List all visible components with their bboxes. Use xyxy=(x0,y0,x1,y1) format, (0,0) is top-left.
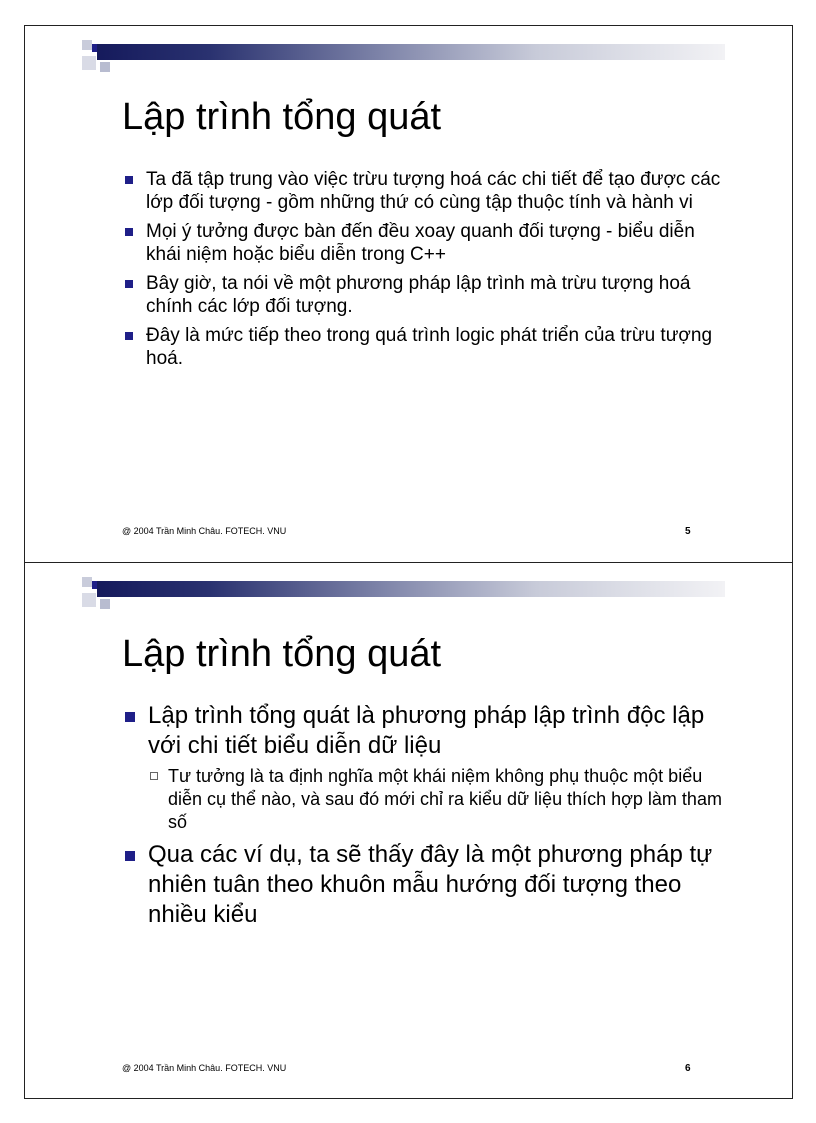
list-item: Đây là mức tiếp theo trong quá trình logic phát triển của trừu tượng hoá. xyxy=(122,324,722,370)
list-item: Bây giờ, ta nói về một phương pháp lập trình mà trừu tượng hoá chính các lớp đối tượng. xyxy=(122,272,722,318)
square-bullet-icon xyxy=(125,332,133,340)
square-bullet-icon xyxy=(125,851,135,861)
slide-title: Lập trình tổng quát xyxy=(122,96,442,138)
list-item: Ta đã tập trung vào việc trừu tượng hoá các chi tiết để tạo được các lớp đối tượng - gồm những thứ có cùng tập thuộc tính và hành vi xyxy=(122,168,722,214)
slide-title: Lập trình tổng quát xyxy=(122,633,442,675)
square-bullet-icon xyxy=(125,712,135,722)
page-number: 6 xyxy=(685,1063,691,1074)
square-bullet-icon xyxy=(125,228,133,236)
page-number: 5 xyxy=(685,526,691,537)
list-item: Lập trình tổng quát là phương pháp lập trình độc lập với chi tiết biểu diễn dữ liệu Tư tưởng là ta định nghĩa một khái niệm không phụ thuộc một biểu diễn cụ thể nào, và sau đó mới chỉ ra kiểu dữ liệu thích hợp làm tham số xyxy=(122,701,732,834)
bullet-list xyxy=(122,701,732,934)
square-bullet-icon xyxy=(125,176,133,184)
slide-footer: @ 2004 Trần Minh Châu. FOTECH. VNU xyxy=(122,1063,287,1073)
square-bullet-icon xyxy=(125,280,133,288)
slide-1 xyxy=(24,25,793,562)
sub-list-item: Tư tưởng là ta định nghĩa một khái niệm không phụ thuộc một biểu diễn cụ thể nào, và sau đó mới chỉ ra kiểu dữ liệu thích hợp làm tham số xyxy=(148,765,732,834)
bullet-list xyxy=(122,168,722,376)
sub-bullet-list xyxy=(148,765,732,834)
title-bar-gradient xyxy=(97,581,725,597)
hollow-square-bullet-icon xyxy=(150,772,158,780)
slide-2 xyxy=(24,562,793,1099)
slide-footer: @ 2004 Trần Minh Châu. FOTECH. VNU xyxy=(122,526,287,536)
list-item: Qua các ví dụ, ta sẽ thấy đây là một phương pháp tự nhiên tuân theo khuôn mẫu hướng đối tượng theo nhiều kiểu xyxy=(122,840,732,930)
list-item: Mọi ý tưởng được bàn đến đều xoay quanh đối tượng - biểu diễn khái niệm hoặc biểu diễn trong C++ xyxy=(122,220,722,266)
title-bar-gradient xyxy=(97,44,725,60)
